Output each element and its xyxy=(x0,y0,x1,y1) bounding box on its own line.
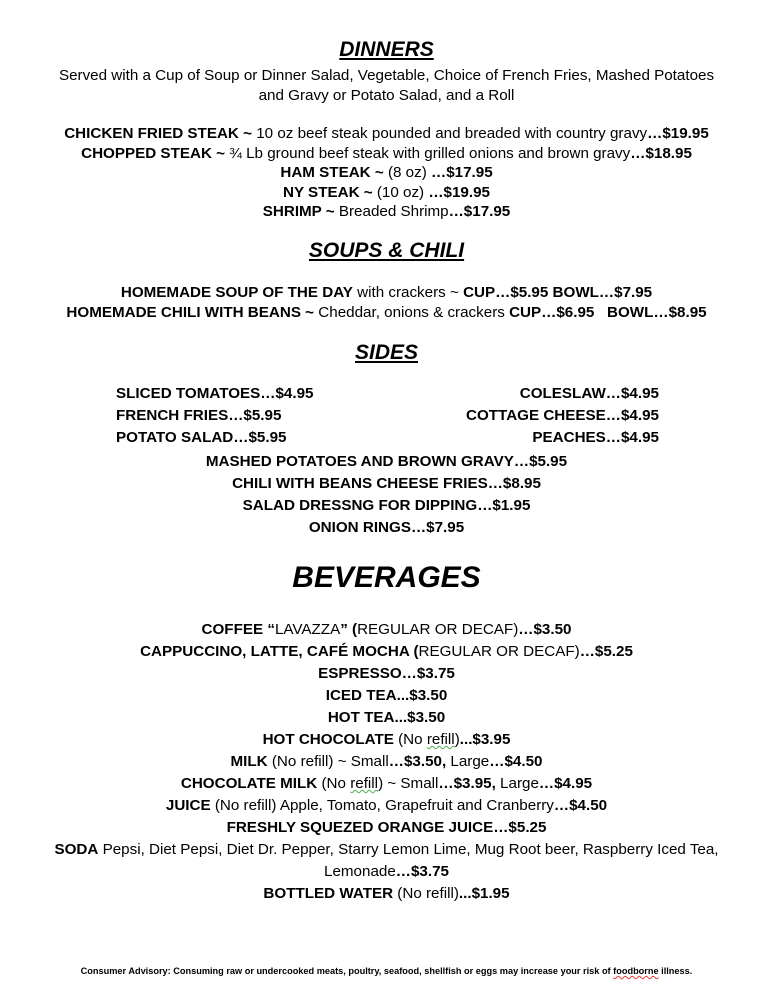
advisory-text: Consumer Advisory: Consuming raw or undercooked meats, poultry, seafood, shellfish or eggs may increase your risk of xyxy=(80,966,614,976)
item-desc: refill xyxy=(426,731,455,748)
beverage-item xyxy=(0,641,773,663)
item-name: HOT CHOCOLATE xyxy=(262,731,399,748)
dinner-item xyxy=(0,124,773,144)
beverage-item xyxy=(0,619,773,641)
beverage-item xyxy=(0,707,773,729)
item-price: ...$1.95 xyxy=(458,885,510,902)
item-desc: Large xyxy=(495,775,539,792)
item-price: …$4.50 xyxy=(489,753,543,770)
item-name: BOTTLED WATER xyxy=(263,885,398,902)
beverages-items xyxy=(0,619,773,905)
beverage-item xyxy=(0,883,773,905)
item-price: …$17.95 xyxy=(431,164,493,181)
item-price: …$3.95, xyxy=(438,775,496,792)
beverage-item xyxy=(0,751,773,773)
dinner-item xyxy=(0,183,773,203)
dinner-item xyxy=(0,144,773,164)
item-desc: LAVAZZA xyxy=(274,621,341,638)
item-price: …$4.50 xyxy=(553,797,608,814)
item-name: HOMEMADE CHILI WITH BEANS ~ xyxy=(66,303,315,321)
item-name: SHRIMP ~ xyxy=(262,203,335,220)
side-item: POTATO SALAD…$5.95 xyxy=(116,429,287,446)
consumer-advisory xyxy=(0,966,773,976)
sides-row xyxy=(0,385,773,407)
sides-section xyxy=(0,340,773,366)
sides-row xyxy=(0,429,773,451)
beverage-item xyxy=(0,685,773,707)
item-desc: ) ~ Small xyxy=(378,775,439,792)
item-desc: (No refill) xyxy=(397,885,459,902)
advisory-text: foodborne xyxy=(613,966,659,976)
item-desc: with crackers ~ xyxy=(352,284,464,301)
item-name: COFFEE “ xyxy=(201,621,275,638)
item-desc: Large xyxy=(446,753,490,770)
item-price: …$19.95 xyxy=(647,125,709,142)
item-name: CHOCOLATE MILK xyxy=(180,775,322,792)
item-desc: ) xyxy=(454,731,460,748)
side-item: SALAD DRESSNG FOR DIPPING…$1.95 xyxy=(242,497,531,514)
side-item: COTTAGE CHEESE…$4.95 xyxy=(466,407,659,424)
side-item: COLESLAW…$4.95 xyxy=(519,385,659,402)
item-desc: (10 oz) xyxy=(372,183,429,201)
item-price: …$19.95 xyxy=(428,183,490,201)
item-name: ESPRESSO…$3.75 xyxy=(318,665,455,682)
item-name: JUICE xyxy=(165,797,215,814)
item-name: ” ( xyxy=(340,621,358,638)
item-name: SODA xyxy=(54,841,99,858)
item-name: CHICKEN FRIED STEAK ~ xyxy=(64,125,252,142)
beverage-item xyxy=(0,817,773,839)
beverage-item-continued xyxy=(0,861,773,883)
item-desc: Lemonade xyxy=(324,863,396,880)
item-desc: (No xyxy=(398,731,427,748)
soup-item xyxy=(0,283,773,303)
item-price: ...$3.95 xyxy=(459,731,511,748)
item-desc: refill xyxy=(350,775,379,792)
item-desc: (No refill) ~ Small xyxy=(271,753,389,770)
beverage-item xyxy=(0,839,773,861)
side-item: CHILI WITH BEANS CHEESE FRIES…$8.95 xyxy=(232,475,541,492)
beverages-section xyxy=(0,561,773,595)
side-item: ONION RINGS…$7.95 xyxy=(308,519,465,536)
beverages-title: BEVERAGES xyxy=(292,561,481,594)
item-price: …$4.95 xyxy=(538,775,593,792)
item-price: …$18.95 xyxy=(630,144,692,162)
item-desc: ¾ Lb ground beef steak with grilled onions and brown gravy xyxy=(225,144,631,162)
dinners-subtitle-line-2: and Gravy or Potato Salad, and a Roll xyxy=(258,86,515,104)
item-desc: 10 oz beef steak pounded and breaded with country gravy xyxy=(251,125,648,142)
item-desc: Cheddar, onions & crackers xyxy=(314,303,510,321)
sides-title: SIDES xyxy=(354,341,419,364)
item-name: HOMEMADE SOUP OF THE DAY xyxy=(120,284,353,301)
soups-section xyxy=(0,238,773,264)
soups-title: SOUPS & CHILI xyxy=(308,239,465,262)
beverage-item xyxy=(0,663,773,685)
side-item: MASHED POTATOES AND BROWN GRAVY…$5.95 xyxy=(205,453,568,470)
item-desc: REGULAR OR DECAF) xyxy=(418,643,580,660)
item-name: ICED TEA...$3.50 xyxy=(325,687,448,704)
item-price: …$3.75 xyxy=(395,863,449,880)
item-desc: (8 oz) xyxy=(383,164,431,181)
beverage-item xyxy=(0,729,773,751)
dinner-item xyxy=(0,202,773,222)
sides-items xyxy=(0,385,773,539)
dinners-title: DINNERS xyxy=(339,38,434,61)
dinner-item xyxy=(0,163,773,183)
item-price: …$17.95 xyxy=(448,203,511,220)
item-name: HAM STEAK ~ xyxy=(280,164,384,181)
item-price: …$3.50 xyxy=(518,621,572,638)
item-name: HOT TEA...$3.50 xyxy=(327,709,446,726)
dinners-subtitle-line-1: Served with a Cup of Soup or Dinner Salad, Vegetable, Choice of French Fries, Mashed Potatoes xyxy=(58,67,715,84)
item-name: CAPPUCCINO, LATTE, CAFÉ MOCHA ( xyxy=(140,643,419,660)
sides-row xyxy=(0,407,773,429)
dinners-section xyxy=(0,37,773,105)
item-price: …$5.25 xyxy=(579,643,633,660)
item-name: FRESHLY SQUEZED ORANGE JUICE…$5.25 xyxy=(226,819,547,836)
side-item: FRENCH FRIES…$5.95 xyxy=(116,407,282,424)
item-desc: (No refill) Apple, Tomato, Grapefruit and Cranberry xyxy=(214,797,554,814)
advisory-text: illness. xyxy=(658,966,693,976)
item-name: MILK xyxy=(230,753,272,770)
soup-item xyxy=(0,303,773,323)
item-desc: Breaded Shrimp xyxy=(334,203,449,220)
side-item: SLICED TOMATOES…$4.95 xyxy=(116,385,314,402)
item-desc: Pepsi, Diet Pepsi, Diet Dr. Pepper, Starry Lemon Lime, Mug Root beer, Raspberry Iced Tea, xyxy=(98,841,719,858)
soups-items xyxy=(0,283,773,322)
item-price: CUP…$5.95 BOWL…$7.95 xyxy=(463,284,653,301)
beverage-item xyxy=(0,773,773,795)
side-item: PEACHES…$4.95 xyxy=(532,429,659,446)
item-desc: (No xyxy=(321,775,351,792)
item-name: CHOPPED STEAK ~ xyxy=(81,144,225,162)
item-price: CUP…$6.95 BOWL…$8.95 xyxy=(509,303,707,321)
item-desc: REGULAR OR DECAF) xyxy=(357,621,519,638)
item-price: …$3.50, xyxy=(388,753,447,770)
dinners-items xyxy=(0,124,773,222)
item-name: NY STEAK ~ xyxy=(283,183,373,201)
beverage-item xyxy=(0,795,773,817)
